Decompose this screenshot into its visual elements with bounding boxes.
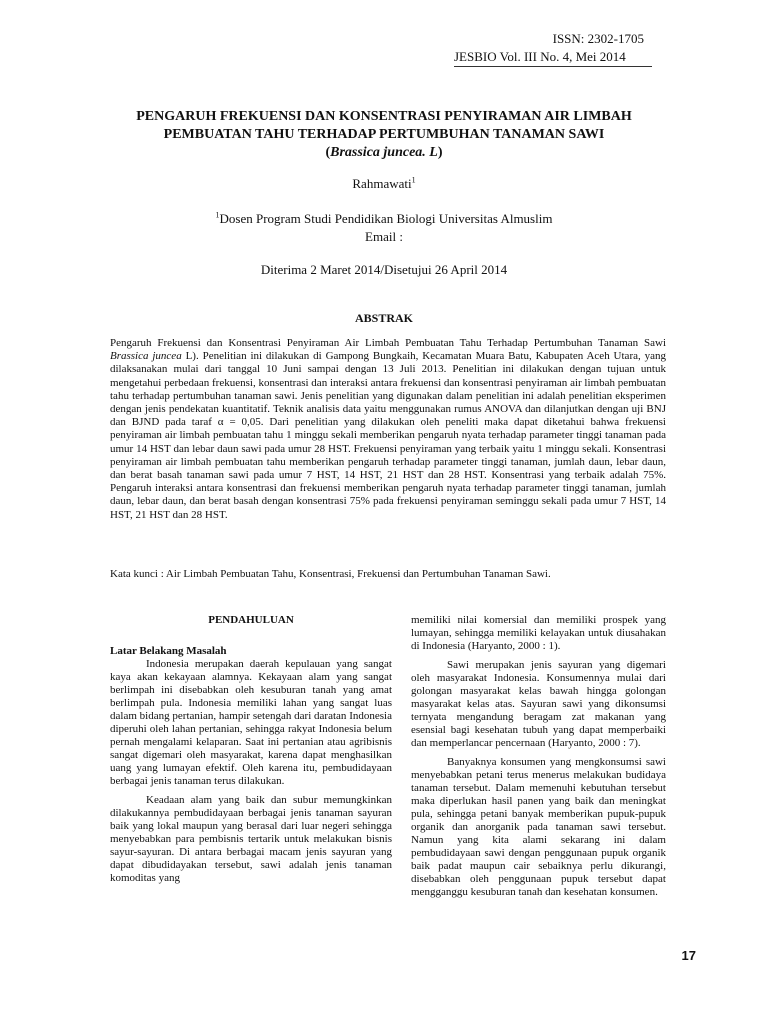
received-dates: Diterima 2 Maret 2014/Disetujui 26 April 2014 [260, 262, 508, 277]
abstract-pre: Pengaruh Frekuensi dan Konsentrasi Penyiraman Air Limbah Pembuatan Tahu Terhadap Pertumbuhan Tanaman Sawi [110, 337, 666, 349]
journal-citation [454, 48, 694, 67]
journal-header [404, 30, 644, 48]
latin-name: Brassica juncea. L [330, 145, 438, 160]
keywords: Kata kunci : Air Limbah Pembuatan Tahu, Konsentrasi, Frekuensi dan Pertumbuhan Tanaman Sawi. [110, 568, 551, 580]
right-column [411, 614, 666, 899]
paragraph: Indonesia merupakan daerah kepulauan yang sangat kaya akan kekayaan alamnya. Kekayaan alam yang sangat berlimpah ini disebabkan oleh kesuburan tanah yang amat berlimpah pula. Indonesia memiliki lahan yang sangat luas dalam bidang pertanian, hampir setengah dari daratan Indonesia diperuhi oleh lahan pertanian, sehingga rakyat Indonesia belum pernah mengalami kelaparan. Saat ini pertanian atau agribisnis sangat digemari oleh masyarakat, karena dapat menghasilkan uang yang lumayan efektif. Oleh karena itu, pembudidayaan berbagai jenis tanaman terus dilakukan. [110, 658, 392, 787]
paragraph: memiliki nilai komersial dan memiliki prospek yang lumayan, sehingga memiliki kelayakan untuk diusahakan di Indonesia (Haryanto, 2000 : 1). [411, 614, 666, 652]
paragraph: Keadaan alam yang baik dan subur memungkinkan dilakukannya pembudidayaan berbagai jenis tanaman sayuran baik yang lokal maupun yang berasal dari luar negeri sehingga menyebabkan para pembisnis tertarik untuk melakukan bisnis sayur-sayuran. Di antara berbagai macam jenis sayuran yang dapat dibudidayakan tersebut, sawi adalah jenis tanaman komoditas yang [110, 794, 392, 884]
title-line-3 [60, 144, 708, 162]
author-sup: 1 [411, 175, 416, 185]
affiliation [60, 210, 708, 246]
abstract-body [110, 337, 666, 522]
abstract-heading: ABSTRAK [354, 311, 413, 325]
author [60, 176, 708, 192]
affiliation-line [60, 210, 708, 228]
paragraph: Sawi merupakan jenis sayuran yang digemari oleh masyarakat Indonesia. Konsumennya mulai dari golongan masyarakat kelas bawah hingga golongan masyarakat kelas atas. Sayuran sawi yang dikonsumsi ternyata mengandung beragam zat makanan yang esensial bagi kesehatan tubuh yang dapat memperbaiki dan memperlancar pencernaan (Haryanto, 2000 : 7). [411, 659, 666, 749]
journal-name: JESBIO Vol. III No. 4, Mei 2014 [454, 48, 652, 67]
issn-label: ISSN: 2302-1705 [552, 31, 644, 46]
latin-close: ) [437, 145, 443, 160]
section-heading: PENDAHULUAN [208, 614, 294, 626]
title-line-2: PEMBUATAN TAHU TERHADAP PERTUMBUHAN TANAMAN SAWI [163, 127, 605, 142]
left-column [110, 614, 392, 885]
abstract-latin: Brassica juncea [110, 350, 182, 363]
title-line-1: PENGARUH FREKUENSI DAN KONSENTRASI PENYIRAMAN AIR LIMBAH [136, 109, 632, 124]
affiliation-sup: 1 [215, 210, 220, 220]
latin-open: ( [325, 145, 331, 160]
email-label: Email : [365, 229, 403, 244]
page-number: 17 [681, 948, 696, 963]
subsection-heading: Latar Belakang Masalah [110, 645, 227, 657]
paper-title [60, 108, 708, 162]
abstract-post: L). Penelitian ini dilakukan di Gampong Bungkaih, Kecamatan Muara Batu, Kabupaten Aceh Utara, yang dilaksanakan mulai dari tanggal 10 Juni sampai dengan 13 Juli 2013. Penelitian ini dilakukan dengan tujuan untuk mengetahui perbedaan frekuensi, konsentrasi dan interaksi antara frekuensi dan konsentrasi penyiraman air limbah pembuatan tahu terhadap pertumbuhan tanaman sawi. Jenis penelitian yang digunakan dalam penelitian ini adalah penelitian eksperimen dengan jenis pendekatan kuantitatif. Teknik analisis data yaitu menggunakan rumus ANOVA dan dilanjutkan dengan uji BNJ dan BJND pada taraf α = 0,05. Dari penelitian yang dilakukan oleh peneliti maka dapat diketahui bahwa frekuensi penyiraman air limbah pembuatan tahu 1 minggu sekali memberikan pengaruh nyata terhadap parameter tinggi tanaman pada umur 14 HST dan lebar daun sawi pada umur 28 HST. Frekuensi penyiraman yang terbaik yaitu 1 minggu sekali. Konsentrasi penyiraman air limbah pembuatan tahu memberikan pengaruh terhadap parameter tinggi tanaman, jumlah daun, lebar daun, dan berat basah tanaman sawi pada umur 7 HST, 14 HST, 21 HST dan 28 HST. Konsentrasi yang terbaik adalah 75%. Pengaruh interaksi antara konsentrasi dan frekuensi memberikan pengaruh nyata terhadap parameter tinggi tanaman, jumlah daun, lebar daun, dan berat basah dengan konsentrasi 75% pada frekuensi penyiraman seminggu sekali pada umur 7 HST, 14 HST, 21 HST dan 28 HST. [110, 350, 666, 521]
paragraph: Banyaknya konsumen yang mengkonsumsi sawi menyebabkan petani terus menerus melakukan budidaya tanaman tersebut. Dalam memenuhi kebutuhan tersebut maka diperlukan hasil panen yang baik dan meningkat pula, sehingga petani banyak memberikan pupuk-pupuk organik dan anorganik pada tanaman sawi tersebut. Namun yang kita alami sekarang ini dalam pembudidayaan sawi dengan penggunaan pupuk organik baik padat maupun cair sebaiknya perlu dikurangi, disebabkan oleh penggunaan pupuk tersebut dapat mengganggu kesuburan tanah dan kesehatan konsumen. [411, 756, 666, 898]
affiliation-text: Dosen Program Studi Pendidikan Biologi Universitas Almuslim [219, 211, 553, 226]
author-name: Rahmawati [352, 176, 412, 191]
